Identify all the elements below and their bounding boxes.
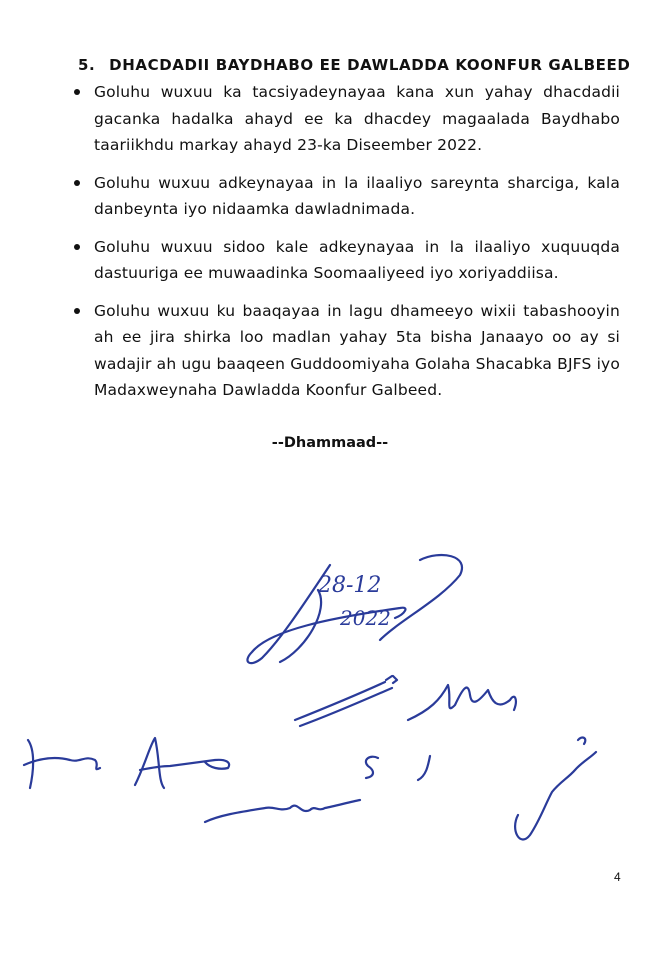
signature-left-1 (24, 740, 100, 788)
closing-mark: --Dhammaad-- (271, 435, 389, 451)
section-heading (78, 56, 630, 74)
bullet-text: Goluhu wuxuu sidoo kale adkeynayaa in la ilaaliyo xuquuqda dastuuriga ee muwaadinka Soomaaliyeed iyo xoriyaddiisa. (94, 237, 620, 282)
signatures-block (0, 530, 660, 860)
bullet-list (70, 79, 620, 415)
page-number: 4 (614, 870, 621, 884)
bullet-item (70, 298, 620, 404)
signature-right-lower (515, 737, 596, 839)
signature-year: 2022 (340, 606, 391, 630)
bullet-item (70, 170, 620, 223)
signature-right-upper (408, 685, 516, 720)
signature-initials (366, 756, 430, 780)
section-number: 5. (78, 56, 96, 74)
signature-left-2 (135, 738, 229, 788)
bullet-dot-icon (74, 308, 80, 314)
bullet-item (70, 79, 620, 159)
bullet-dot-icon (74, 180, 80, 186)
bullet-text: Goluhu wuxuu ku baaqayaa in lagu dhameeyo wixii tabashooyin ah ee jira shirka loo madlan yahay 5ta bisha Janaayo oo ay si wadajir ah ugu baaqeen Guddoomiyaha Golaha Shacabka BJFS iyo Madaxweynaha Dawladda Koonfur Galbeed. (94, 301, 620, 399)
signature-day-month: 28-12 (318, 573, 382, 598)
bullet-text: Goluhu wuxuu adkeynayaa in la ilaaliyo sareynta sharciga, kala danbeynta iyo nidaamka dawladnimada. (94, 173, 620, 218)
section-title: DHACDADII BAYDHABO EE DAWLADDA KOONFUR GALBEED (109, 56, 631, 74)
bullet-item (70, 234, 620, 287)
signature-center-top (295, 676, 397, 726)
bullet-text: Goluhu wuxuu ka tacsiyadeynayaa kana xun yahay dhacdadii gacanka hadalka ahayd ee ka dhacdey magaalada Baydhabo taariikhdu markay ahayd 23-ka Diseember 2022. (94, 83, 620, 154)
bullet-dot-icon (74, 244, 80, 250)
dated-signature (247, 555, 462, 663)
signature-lower-middle (205, 800, 360, 822)
bullet-dot-icon (74, 89, 80, 95)
